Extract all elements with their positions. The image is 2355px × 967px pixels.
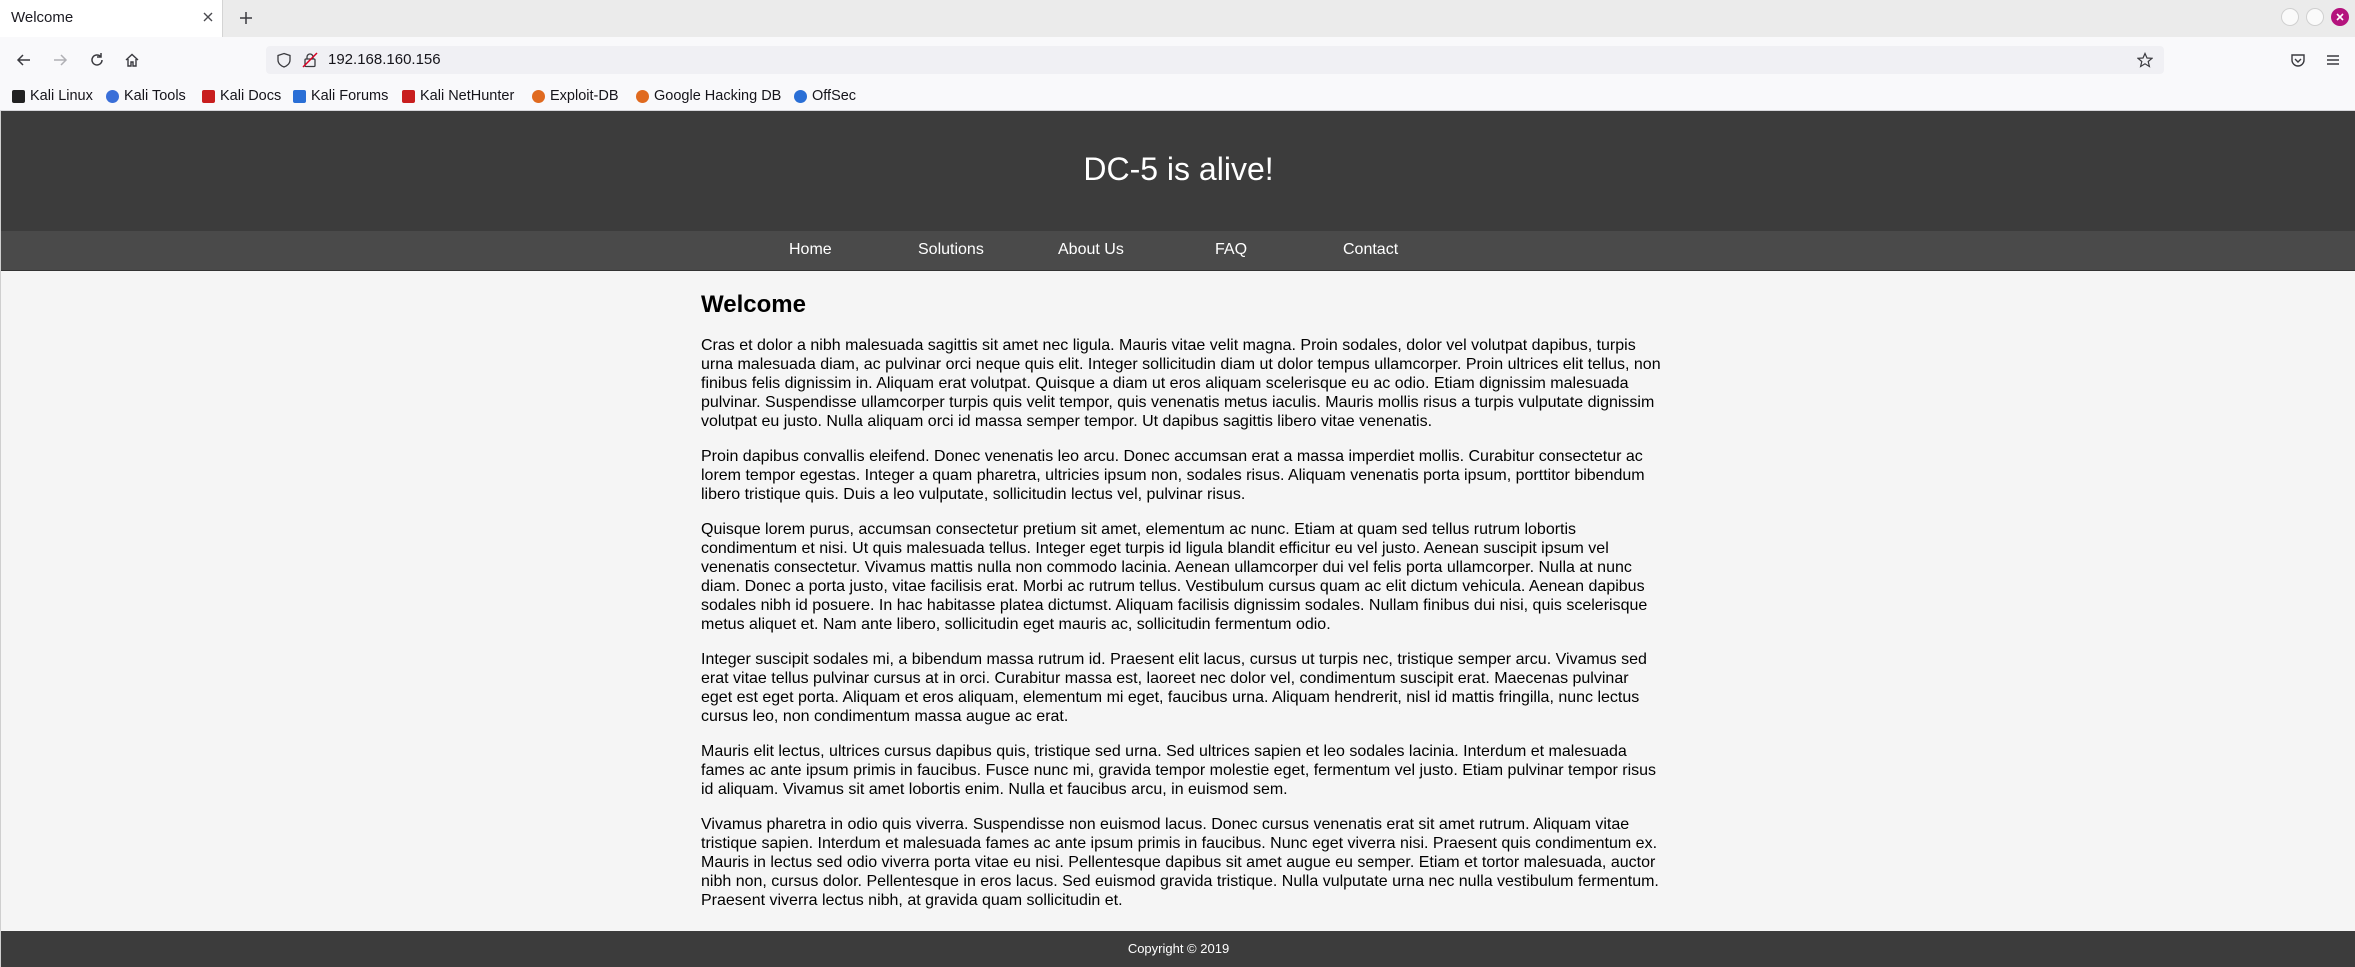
kali-linux-icon [12,90,25,103]
google-hacking-db-icon [636,90,649,103]
kali-nethunter-icon [402,90,415,103]
bookmarks-toolbar [0,81,2355,111]
close-window-button[interactable] [2331,8,2349,26]
back-arrow-icon [16,52,32,68]
hamburger-menu-icon [2325,52,2341,68]
nav-link-about-us[interactable]: About Us [1058,241,1124,258]
paragraph: Proin dapibus convallis eleifend. Donec venenatis leo arcu. Donec accumsan erat a massa imperdiet mollis. Curabitur consectetur ac lorem tempor egestas. Integer a quam pharetra, ultricies ipsum non, sodales risus. Aliquam venenatis porta ipsum, porttitor bibendum libero tristique quis. Duis a leo vulputate, sollicitudin lectus vel, pulvinar risus. [701,448,1645,503]
bookmark-kali-docs[interactable] [202,86,281,106]
kali-tools-icon [106,90,119,103]
tab-title: Welcome [11,9,74,26]
paragraph: Vivamus pharetra in odio quis viverra. Suspendisse non euismod lacus. Donec cursus venenatis erat sit amet rutrum. Aliquam vitae tristique sapien. Interdum et malesuada fames ac ante ipsum primis in faucibus. Nunc eget viverra nisi. Praesent quis condimentum ex. Mauris in lectus sed odio viverra porta vitae eu nisi. Pellentesque dapibus sit amet augue eu semper. Etiam et tortor malesuada, auctor nibh non, cursus dolor. Pellentesque in eros lacus. Sed euismod gravida tristique. Nulla vulputate urna nec nulla vestibulum fermentum. Praesent viverra lectus nibh, at gravida quam sollicitudin et. [701,816,1659,909]
bookmark-star-icon[interactable] [2137,52,2153,68]
site-footer: Copyright © 2019 [1,931,2355,967]
web-page [0,111,2355,967]
shield-icon[interactable] [276,52,292,68]
window-controls [2281,8,2349,26]
main-content [701,291,1663,926]
nav-link-home[interactable]: Home [789,241,832,258]
plus-icon [239,11,253,25]
paragraph: Quisque lorem purus, accumsan consectetur pretium sit amet, elementum ac nunc. Etiam at quam sed tellus rutrum lobortis condimentum et nisi. Ut quis malesuada tellus. Integer eget turpis id ligula blandit efficitur eu vel justo. Aenean suscipit ipsum vel venenatis consectetur. Vivamus mattis nulla non commodo lacinia. Aenean ullamcorper dui vel felis porta ullamcorper. Nulla at nunc diam. Donec a porta justo, vitae facilisis erat. Morbi ac rutrum tellus. Vestibulum cursus quam ac elit dictum vehicula. Aenean dapibus sodales nibh id posuere. In hac habitasse platea dictumst. Aliquam facilisis dignissim sodales. Nullam finibus dui nisi, quis scelerisque metus aliquet et. Nam ante libero, sollicitudin eget mauris ac, sollicitudin fermentum odio. [701,521,1648,633]
site-title: DC-5 is alive! [1083,151,1274,187]
insecure-lock-icon[interactable] [302,52,318,68]
url-text[interactable]: 192.168.160.156 [328,51,441,68]
site-nav [1,231,2355,271]
new-tab-button[interactable] [233,5,259,31]
bookmark-label: Kali NetHunter [420,88,515,104]
url-bar[interactable] [266,46,2164,74]
forward-button[interactable] [47,47,73,73]
bookmark-label: Exploit-DB [550,88,619,104]
pocket-icon [2290,52,2306,68]
bookmark-label: OffSec [812,88,857,104]
kali-forums-icon [293,90,306,103]
bookmark-kali-forums[interactable] [293,86,388,106]
bookmark-kali-linux[interactable] [12,86,93,106]
bookmark-label: Kali Forums [311,88,389,104]
browser-tab[interactable] [0,0,223,37]
home-button[interactable] [119,47,145,73]
bookmark-kali-tools[interactable] [106,86,186,106]
nav-link-contact[interactable]: Contact [1343,241,1399,258]
bookmark-kali-nethunter[interactable] [402,86,514,106]
site-header [1,111,2355,231]
close-tab-icon[interactable] [197,6,219,28]
exploit-db-icon [532,90,545,103]
bookmark-label: Kali Linux [30,88,93,104]
close-icon [2335,12,2345,22]
reload-button[interactable] [84,47,110,73]
bookmark-offsec[interactable] [794,86,856,106]
paragraph: Mauris elit lectus, ultrices cursus dapibus quis, tristique sed urna. Sed ultrices sapien et leo sodales lacinia. Interdum et malesuada fames ac ante ipsum primis in faucibus. Fusce nunc mi, gravida tempor molestie eget, fermentum vel justo. Etiam pulvinar tempor risus id aliquam. Vivamus sit amet lobortis enim. Nulla et faucibus arcu, in euismod sem. [701,743,1657,798]
maximize-button[interactable] [2306,8,2324,26]
pocket-button[interactable] [2285,47,2311,73]
paragraph: Integer suscipit sodales mi, a bibendum massa rutrum id. Praesent elit lacus, cursus ut turpis nec, tristique semper arcu. Vivamus sed erat vitae tellus pulvinar cursus at in orci. Curabitur massa est, laoreet nec dolor vel, condimentum suscipit erat. Maecenas pulvinar eget est eget porta. Aliquam et eros aliquam, elementum mi eget, faucibus urna. Aliquam hendrerit, nisl id mattis fringilla, nunc lectus cursus leo, non condimentum massa augue ac erat. [701,651,1647,725]
offsec-icon [794,90,807,103]
kali-docs-icon [202,90,215,103]
paragraph: Cras et dolor a nibh malesuada sagittis sit amet nec ligula. Mauris vitae velit magna. Proin sodales, dolor vel volutpat dapibus, turpis urna malesuada diam, ac pulvinar orci neque quis elit. Integer sollicitudin diam ut dolor tempus ullamcorper. Proin ultrices elit tellus, non finibus felis dignissim in. Aliquam erat volutpat. Quisque a diam ut eros aliquam scelerisque eu ac odio. Etiam dignissim malesuada pulvinar. Suspendisse ullamcorper turpis quis velit tempor, quis venenatis metus iaculis. Mauris mollis risus a turpis vulputate dignissim volutpat eu justo. Nulla aliquam orci id massa semper tempor. Ut dapibus sagittis libero vitae venenatis. [701,337,1661,430]
bookmark-google-hacking-db[interactable] [636,86,781,106]
forward-arrow-icon [52,52,68,68]
back-button[interactable] [11,47,37,73]
bookmark-label: Kali Tools [124,88,186,104]
bookmark-label: Google Hacking DB [654,88,782,104]
tab-bar [0,0,2355,37]
bookmark-label: Kali Docs [220,88,282,104]
page-heading: Welcome [701,291,806,318]
menu-button[interactable] [2320,47,2346,73]
reload-icon [89,52,105,68]
nav-link-faq[interactable]: FAQ [1215,241,1248,258]
nav-link-solutions[interactable]: Solutions [918,241,984,258]
bookmark-exploit-db[interactable] [532,86,619,106]
home-icon [124,52,140,68]
minimize-button[interactable] [2281,8,2299,26]
